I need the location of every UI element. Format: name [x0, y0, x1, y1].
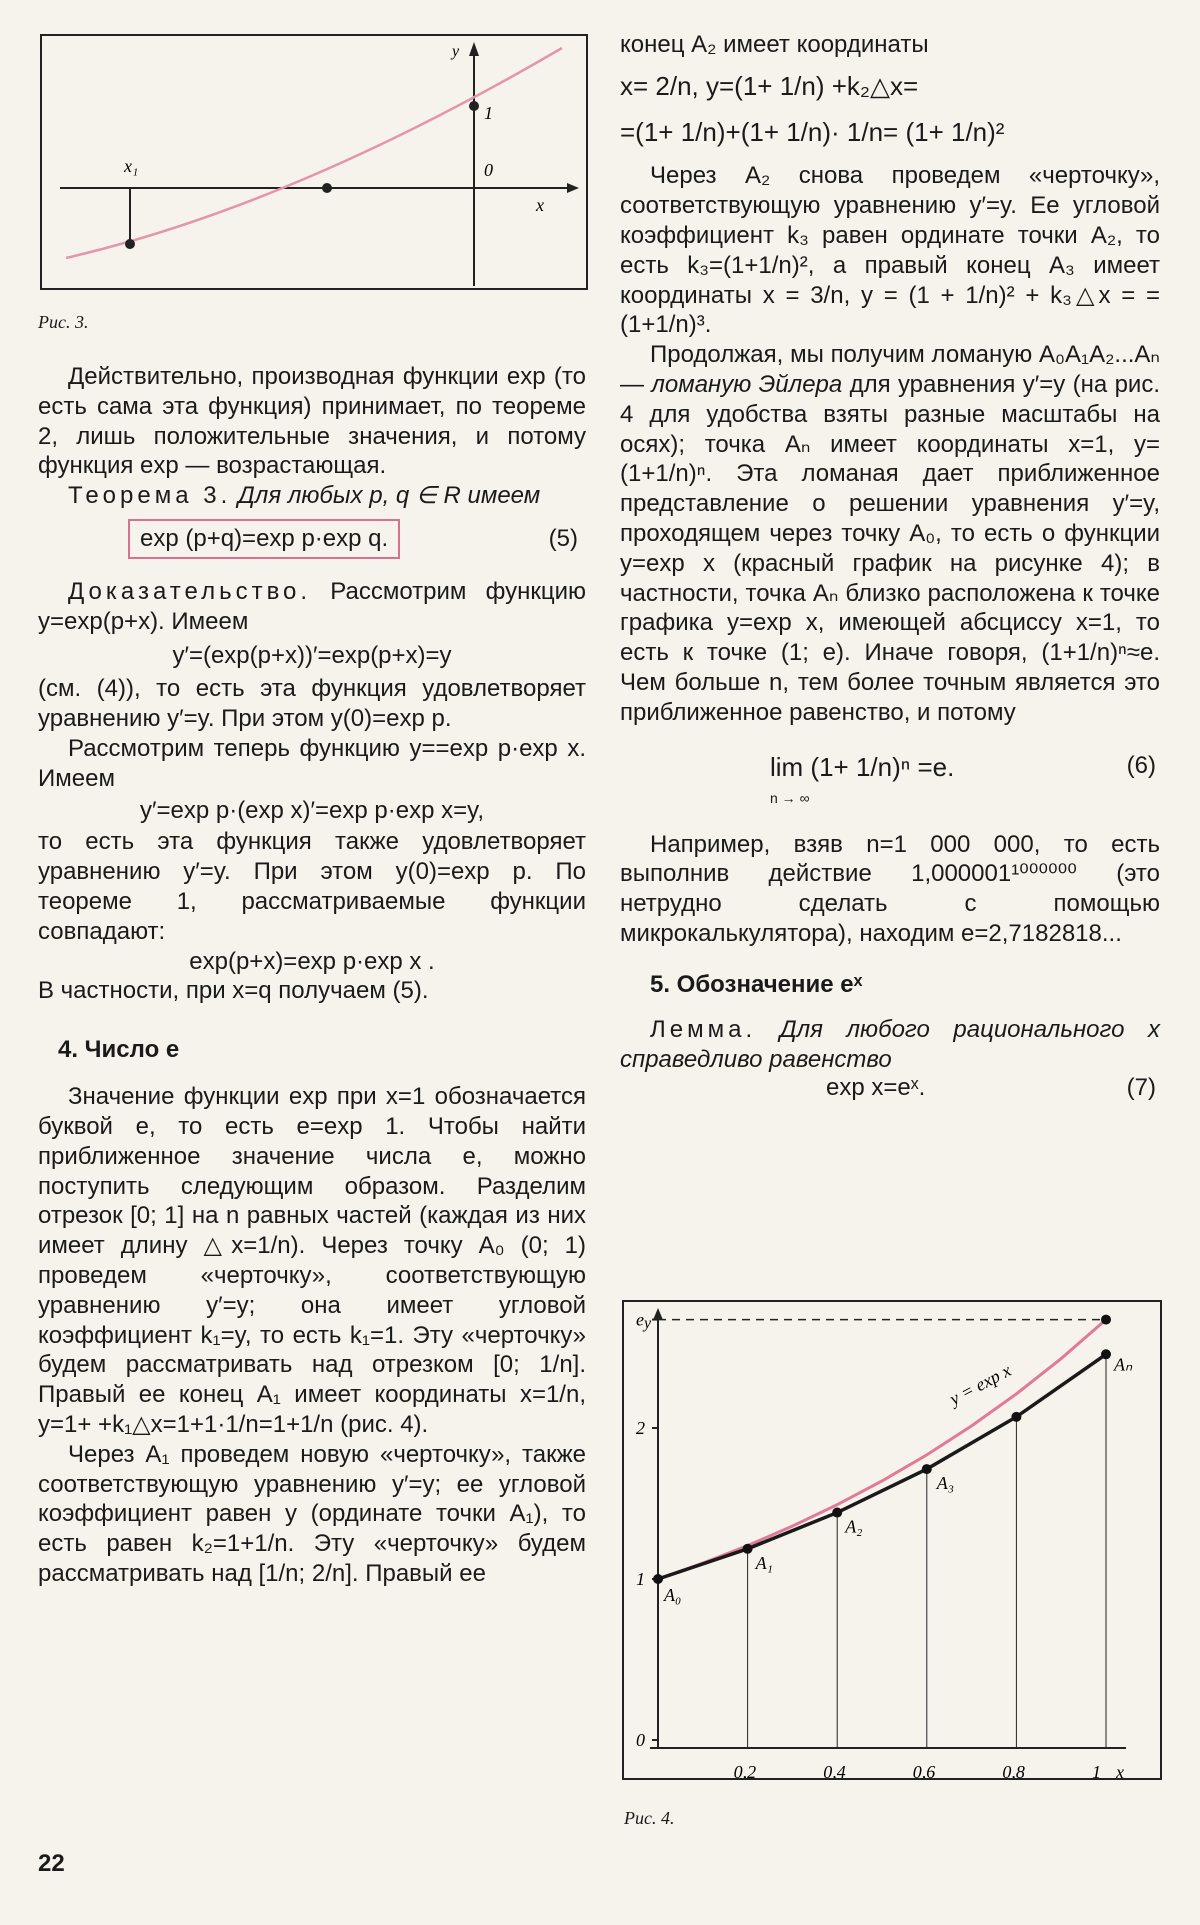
fig4-exp-curve [658, 1320, 1106, 1579]
figure-3-plot [42, 36, 586, 288]
lemma-label: Лемма. [650, 1015, 757, 1043]
fig4-y-label: y [644, 1315, 652, 1332]
left-para-5: В частности, при x=q получаем (5). [38, 977, 429, 1005]
lemma-text: Для любого рационального x справедливо равенство [620, 1015, 1160, 1073]
fig3-point-axis [322, 183, 332, 193]
theorem-3 [38, 481, 586, 511]
formula-6: lim (1+ 1/n)ⁿ =e. [770, 751, 955, 782]
fig4-point-label: A₃ [936, 1473, 955, 1494]
lemma [620, 1015, 1160, 1075]
formula-5-row [38, 519, 586, 571]
figure-4-chart [624, 1302, 1160, 1778]
page-number: 22 [38, 1850, 65, 1877]
formula-6-number: (6) [1126, 751, 1156, 779]
fig4-curve-label: y = exp x [946, 1359, 1015, 1409]
fig3-point-x1 [125, 239, 135, 249]
fig3-zero-label: 0 [484, 160, 493, 180]
proof-para [38, 577, 586, 637]
right-para-3c: для уравнения y′=y (на рис. 4 для удобства взяты разные масштабы на осях); точка Aₙ имеет координаты x=1, y=(1+1/n)ⁿ. Эта ломаная дает приближенное представление о решении уравнения y′=y, проходящем через точку A₀, то есть о функции y=exp x (красный график на рисунке 4); в частности, точка Aₙ близко расположена к точке графика y=exp x, имеющей абсциссу x=1, то есть к точке (1; e). Иначе говоря, (1+1/n)ⁿ≈e. Чем больше n, тем более точным является это приближенное равенство, и потому [620, 370, 1160, 726]
formula-5-number: (5) [548, 524, 578, 552]
formula-7-row [620, 1074, 1160, 1108]
left-para-1: Действительно, производная функции exp (то есть сама эта функция) принимает, по теореме 2, лишь положительные значения, и потому функция exp — возрастающая. [38, 363, 586, 480]
fig3-x1-label: x₁ [124, 156, 139, 176]
fig4-euler-point [1101, 1349, 1111, 1359]
right-eq-2: =(1+ 1/n)+(1+ 1/n)· 1/n= (1+ 1/n)² [620, 116, 1005, 147]
right-para-2: Через A₂ снова проведем «черточку», соответствующую уравнению y′=y. Ее угловой коэффициент k₃ равен ординате точки A₂, то есть k₃=(1+1/n)², а правый конец A₃ имеет координаты x = 3/n, y = (1 + 1/n)² + k₃△x = =(1+1/n)³. [620, 162, 1160, 339]
formula-5: exp (p+q)=exp p·exp q. [140, 524, 389, 552]
figure-4 [622, 1300, 1162, 1780]
section-5-heading: 5. Обозначение eˣ [650, 970, 863, 998]
left-para-3: Рассмотрим теперь функцию y==exp p·exp x. Имеем [38, 734, 586, 792]
fig4-x-tick-label: 1 [1092, 1762, 1101, 1778]
figure-4-caption: Рис. 4. [624, 1808, 675, 1828]
fig4-x-tick-label: 0,2 [733, 1762, 757, 1778]
fig3-y-arrow [469, 42, 479, 56]
fig4-y-tick-label: 0 [636, 1730, 645, 1750]
fig4-y-tick-label: e [636, 1309, 644, 1330]
fig4-euler-polyline [658, 1354, 1106, 1579]
fig3-exp-curve [66, 48, 562, 258]
fig4-point-label: A₀ [664, 1585, 682, 1605]
proof-text: Рассмотрим функцию y=exp(p+x). Имеем [38, 577, 586, 635]
right-para-3 [620, 340, 1160, 727]
left-para-4: то есть эта функция также удовлетворяет уравнению y′=y. При этом y(0)=exp p. По теореме 1, рассматриваемые функции совпадают: [38, 828, 586, 945]
formula-5-box [128, 519, 400, 559]
fig4-euler-point [1011, 1412, 1021, 1422]
left-eq-3: exp(p+x)=exp p·exp x . [189, 947, 435, 975]
section-4-heading: 4. Число e [58, 1036, 180, 1064]
fig4-y-tick-label: 1 [636, 1569, 645, 1589]
right-para-1: конец A₂ имеет координаты [620, 31, 929, 58]
left-para-2: (см. (4)), то есть эта функция удовлетворяет уравнению y′=y. При этом y(0)=exp p. [38, 675, 586, 733]
formula-7-number: (7) [1126, 1074, 1156, 1102]
fig3-point-one [469, 101, 479, 111]
fig4-e-point [1101, 1315, 1111, 1325]
euler-polyline-term: ломаную Эйлера [651, 370, 843, 398]
fig4-euler-point [653, 1574, 663, 1584]
fig4-euler-point [743, 1544, 753, 1554]
fig4-point-label: A₂ [845, 1516, 863, 1537]
fig4-x-label: x [1116, 1762, 1124, 1778]
fig4-y-arrow [653, 1308, 663, 1320]
formula-6-subscript: n → ∞ [770, 789, 810, 806]
fig4-x-tick-label: 0,4 [823, 1762, 846, 1778]
fig3-x-label: x [536, 195, 544, 215]
fig3-y-label: y [452, 43, 460, 60]
left-para-7: Через A₁ проведем новую «черточку», также соответствующую уравнению y′=y; ее угловой коэффициент равен y (ординате точки A₁), то есть равен k₂=1+1/n. Эту «черточку» будем рассматривать над [1/n; 2/n]. Правый ее [38, 1440, 586, 1587]
fig4-y-tick-label: 2 [636, 1418, 645, 1438]
left-para-6: Значение функции exp при x=1 обозначается буквой e, то есть e=exp 1. Чтобы найти приближенное значение числа e, можно поступить следующим образом. Разделим отрезок [0; 1] на n равных частей (каждая из них имеет длину △x=1/n). Через точку A₀ (0; 1) проведем «черточку», соответствующую уравнению y′=y; она имеет угловой коэффициент k₁=y, то есть k₁=1. Эту «черточку» будем рассматривать над отрезком [0; 1/n]. Правый ее конец A₁ имеет координаты x=1/n, y=1+ +k₁△x=1+1·1/n=1+1/n (рис. 4). [38, 1083, 586, 1438]
theorem-text: Для любых p, q ∈ R имеем [237, 482, 541, 510]
fig4-x-tick-label: 0,6 [912, 1762, 936, 1778]
fig4-x-tick-label: 0,8 [1002, 1762, 1025, 1778]
figure-3 [40, 34, 588, 290]
proof-label: Доказательство. [68, 577, 312, 605]
theorem-label: Теорема 3. [68, 482, 232, 510]
formula-7: exp x=eˣ. [826, 1074, 926, 1102]
fig4-point-label: Aₙ [1114, 1354, 1133, 1375]
right-eq-1: x= 2/n, y=(1+ 1/n) +k₂△x= [620, 70, 919, 101]
fig4-point-label: A₁ [755, 1552, 773, 1573]
left-eq-1: y′=(exp(p+x))′=exp(p+x)=y [172, 641, 452, 669]
formula-6-row [620, 742, 1160, 822]
right-para-3a: Продолжая, мы получим ломаную A₀A₁A₂...Aₙ — [620, 341, 1160, 398]
fig3-x-arrow [567, 183, 579, 193]
fig4-euler-point [832, 1508, 842, 1518]
left-eq-2: y′=exp p·(exp x)′=exp p·exp x=y, [139, 796, 485, 824]
figure-3-caption: Рис. 3. [38, 312, 89, 332]
right-para-4: Например, взяв n=1 000 000, то есть выполнив действие 1,000001¹⁰⁰⁰⁰⁰⁰ (это нетрудно сделать с помощью микрокалькулятора), находим e=2,7182818... [620, 830, 1160, 947]
fig4-euler-point [922, 1464, 932, 1474]
fig3-one-label: 1 [484, 103, 493, 123]
